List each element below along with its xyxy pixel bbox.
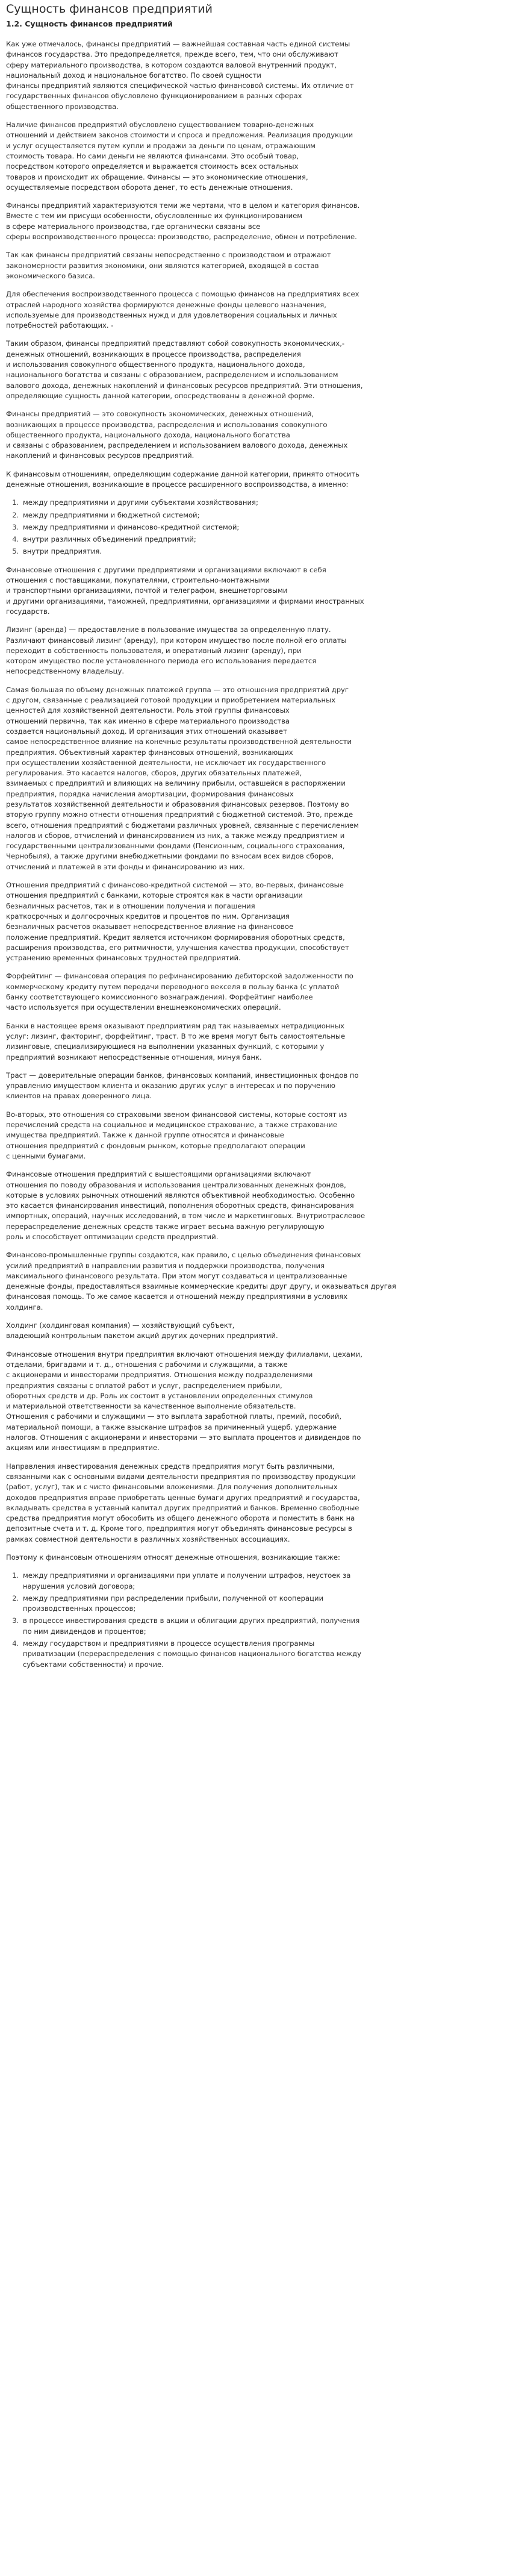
- paragraph-forfaiting: Форфейтинг — финансовая операция по рефинансированию дебиторской задолженности по коммерческому кредиту путем передачи переводного векселя в пользу банка (с уплатой банку соответствующего комиссионного вознаграждения). Форфейтинг наиболее часто используется при осуществлении внешнеэкономических операций.: [6, 972, 353, 1012]
- paragraph-trust: Траст — доверительные операции банков, финансовых компаний, инвестиционных фондов по управлению имуществом клиента и оказанию других услуг в интересах и по поручению клиентов на правах доверенного лица.: [6, 1071, 359, 1101]
- paragraph-definition: Финансы предприятий — это совокупность экономических, денежных отношений, возникающих в процессе производства, распределения и использования совокупного общественного продукта, национального дохода, национального богатства и связаны с образованием, распределением и использованием валового дохода, денежных накоплений и финансовых ресурсов предприятий.: [6, 410, 348, 460]
- section-heading: 1.2. Сущность финансов предприятий: [6, 19, 173, 28]
- list-item: 1. между предприятиями и организациями при уплате и получении штрафов, неустоек за нарушения условий договора;: [21, 1571, 504, 1592]
- list-item: 1. между предприятиями и другими субъектами хозяйствования;: [21, 498, 504, 508]
- paragraph-investment: Направления инвестирования денежных средств предприятия могут быть различными, связанными как с основными видами деятельности предприятия по производству продукции (работ, услуг), так и с чисто финансовыми вложениями. Для получения дополнительных доходов предприятия вправе приобретать ценные бумаги других предприятий и государства, вкладывать средства в уставный капитал других предприятий и банков. Временно свободные средства предприятия могут обособить из общего денежного оборота и поместить в банк на депозитные счета и т. д. Кроме того, предприятия могут объединять финансовые ресурсы в рамках совместной деятельности в различных хозяйственных ассоциациях.: [6, 1462, 360, 1543]
- list-item: 4. внутри различных объединений предприятий;: [21, 534, 504, 545]
- paragraph-intro: Как уже отмечалось, финансы предприятий — важнейшая составная часть единой системы финансов государства. Это предопределяется, прежде всего, тем, что они обслуживают сферу материального производства, в котором создаются валовой внутренний продукт, национальный доход и национальное богатство. По своей сущности финансы предприятий являются специфической частью финансовой системы. Их отличие от государственных финансов обусловлено функционированием в разных сферах общественного производства.: [6, 40, 354, 111]
- paragraph-additional-relations: Поэтому к финансовым отношениям относят денежные отношения, возникающие также:: [6, 1553, 340, 1562]
- paragraph-relations-intro: К финансовым отношениям, определяющим содержание данной категории, принято относить денежные отношения, возникающие в процессе расширенного воспроизводства, а именно:: [6, 469, 359, 489]
- paragraph-features: Финансы предприятий характеризуются теми же чертами, что в целом и категория финансов. Вместе с тем им присущи особенности, обусловленные их функционированием в сфере материального производства, где органически связаны все сферы воспроизводственного процесса: производство, распределение, обмен и потребление.: [6, 201, 360, 242]
- paragraph-budget-relations: Самая большая по объему денежных платежей группа — это отношения предприятий друг с другом, связанные с реализацией готовой продукции и приобретением материальных ценностей для хозяйственной деятельности. Роль этой группы финансовых отношений первична, так как именно в сфере материального производства создается национальный доход. И организация этих отношений оказывает самое непосредственное влияние на конечные результаты производственной деятельности предприятия. Объективный характер финансовых отношений, возникающих при осуществлении хозяйственной деятельности, не исключает их государственного регулирования. Это касается налогов, сборов, других обязательных платежей, взимаемых с предприятий и влияющих на величину прибыли, оставшейся в распоряжении предприятия, порядка начисления амортизации, формирования финансовых результатов хозяйственной деятельности и образования финансовых резервов. Поэтому во вторую группу можно отнести отношения предприятий с бюджетной системой. Это, прежде всего, отношения предприятий с бюджетами различных уровней, связанные с перечислением налогов и сборов, отчислений и финансированием из них, а также между предприятием и государственными централизованными фондами (Пенсионным, социального страхования, Чернобыля), а также другими внебюджетными фондами по взносам всех видов сборов, отчислений и платежей в эти фонды и финансированию из них.: [6, 685, 359, 871]
- paragraph-leasing: Лизинг (аренда) — предоставление в пользование имущества за определенную плату. Различают финансовый лизинг (аренду), при котором имущество после полной его оплаты переходит в собственность пользователя, и оперативный лизинг (аренду), при котором имущество после установленного периода его использования передается непосредственному владельцу.: [6, 625, 347, 676]
- paragraph-other-enterprises: Финансовые отношения с другими предприятиями и организациями включают в себя отношения с поставщиками, покупателями, строительно-монтажными и транспортными организациями, почтой и телеграфом, внешнеторговыми и другими организациями, таможней, предприятиями, организациями и фирмами иностранных государств.: [6, 565, 364, 616]
- paragraph-holding: Холдинг (холдинговая компания) — хозяйствующий субъект, владеющий контрольным пакетом акций других дочерних предприятий.: [6, 1321, 278, 1340]
- list-item: 2. между предприятиями и бюджетной системой;: [21, 510, 504, 521]
- page-title: Сущность финансов предприятий: [6, 2, 213, 16]
- paragraph-internal-relations: Финансовые отношения внутри предприятия включают отношения между филиалами, цехами, отделами, бригадами и т. д., отношения с рабочими и служащими, а также с акционерами и инвесторами предприятия. Отношения между подразделениями предприятия связаны с оплатой работ и услуг, распределением прибыли, оборотных средств и др. Роль их состоит в установлении определенных стимулов и материальной ответственности за качественное выполнение обязательств. Отношения с рабочими и служащими — это выплата заработной платы, премий, пособий, материальной помощи, а также взыскание штрафов за причиненный ущерб. удержание налогов. Отношения с акционерами и инвесторами — это выплата процентов и дивидендов по акциям или инвестициям в предприятие.: [6, 1349, 362, 1452]
- list-item: 5. внутри предприятия.: [21, 546, 504, 557]
- list-item: 4. между государством и предприятиями в процессе осуществления программы приватизации (перераспределения с помощью финансов национального богатства между субъектами собственности) и прочие.: [21, 1639, 504, 1670]
- relations-list: [6, 498, 504, 557]
- list-item: 2. между предприятиями при распределении прибыли, полученной от кооперации производственных процессов;: [21, 1593, 504, 1615]
- paragraph-summary: Таким образом, финансы предприятий представляют собой совокупность экономических,- денежных отношений, возникающих в процессе производства, распределения и использования совокупного общественного продукта, национального дохода, национального богатства и связаны с образованием, распределением и использованием валового дохода, денежных накоплений и финансовых ресурсов предприятий. Эти отношения, определяющие сущность данной категории, опосредствованы в денежной форме.: [6, 339, 363, 400]
- paragraph-funds: Для обеспечения воспроизводственного процесса с помощью финансов на предприятиях всех отраслей народного хозяйства формируются денежные фонды целевого назначения, используемые для производственных нужд и для удовлетворения социальных и личных потребностей работающих. -: [6, 290, 359, 330]
- list-item: 3. в процессе инвестирования средств в акции и облигации других предприятий, получения по ним дивидендов и процентов;: [21, 1616, 504, 1637]
- paragraph-industrial-groups: Финансово-промышленные группы создаются, как правило, с целью объединения финансовых усилий предприятий в направлении развития и поддержки производства, получения максимального финансового результата. При этом могут создаваться и централизованные денежные фонды, предоставляться взаимные коммерческие кредиты друг другу, и оказываться другая финансовая помощь. То же самое касается и отношений между предприятиями в условиях холдинга.: [6, 1251, 396, 1311]
- paragraph-higher-organizations: Финансовые отношения предприятий с вышестоящими организациями включают отношения по поводу образования и использования централизованных денежных фондов, которые в условиях рыночных отношений являются объективной необходимостью. Особенно это касается финансирования инвестиций, пополнения оборотных средств, финансирования импортных, операций, научных исследований, в том числе и маркетинговых. Внутриотраслевое перераспределение денежных средств также играет весьма важную регулирующую роль и способствует оптимизации средств предприятий.: [6, 1170, 365, 1241]
- paragraph-banks: Отношения предприятий с финансово-кредитной системой — это, во-первых, финансовые отношения предприятий с банками, которые строятся как в части организации безналичных расчетов, так и в отношении получения и погашения краткосрочных и долгосрочных кредитов и процентов по ним. Организация безналичных расчетов оказывает непосредственное влияние на финансовое положение предприятий. Кредит является источником формирования оборотных средств, расширения производства, его ритмичности, улучшения качества продукции, способствует устранению временных финансовых трудностей предприятий.: [6, 881, 349, 963]
- paragraph-economic-basis: Так как финансы предприятий связаны непосредственно с производством и отражают закономерности развития экономики, они являются категорией, входящей в состав экономического базиса.: [6, 251, 331, 280]
- additional-relations-list: [6, 1571, 504, 1670]
- paragraph-commodity-money: Наличие финансов предприятий обусловлено существованием товарно-денежных отношений и действием законов стоимости и спроса и предложения. Реализация продукции и услуг осуществляется путем купли и продажи за деньги по ценам, отражающим стоимость товара. Но сами деньги не являются финансами. Это особый товар, посредством которого определяется и выражается стоимость всех остальных товаров и происходит их обращение. Финансы — это экономические отношения, осуществляемые посредством оборота денег, то есть денежные отношения.: [6, 120, 353, 192]
- paragraph-nontraditional-services: Банки в настоящее время оказывают предприятиям ряд так называемых нетрадиционных услуг: лизинг, факторинг, форфейтинг, траст. В то же время могут быть самостоятельные лизинговые, специализирующиеся на выполнении указанных функций, с которыми у предприятий возникают непосредственные отношения, минуя банк.: [6, 1021, 346, 1061]
- list-item: 3. между предприятиями и финансово-кредитной системой;: [21, 522, 504, 533]
- paragraph-insurance: Во-вторых, это отношения со страховыми звеном финансовой системы, которые состоят из перечислений средств на социальное и медицинское страхование, а также страхование имущества предприятий. Также к данной группе относятся и финансовые отношения предприятий с фондовым рынком, которые предполагают операции с ценными бумагами.: [6, 1110, 347, 1160]
